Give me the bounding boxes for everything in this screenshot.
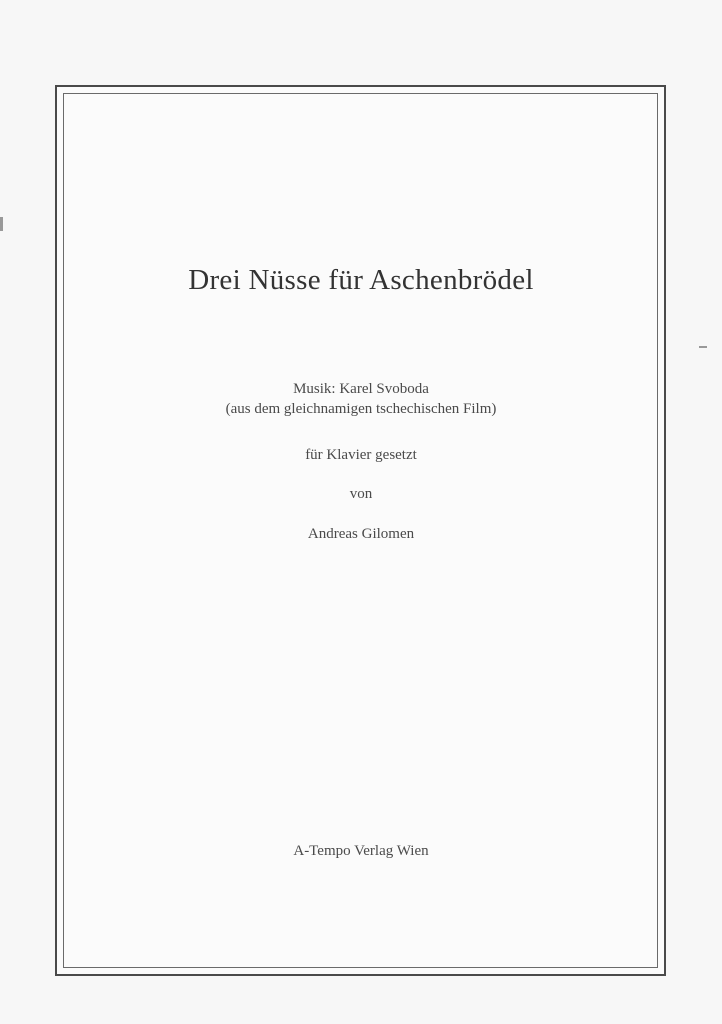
score-title: Drei Nüsse für Aschenbrödel xyxy=(188,264,534,296)
by-label: von xyxy=(349,486,373,502)
composer-credit: Musik: Karel Svoboda xyxy=(293,381,429,397)
arranger-name: Andreas Gilomen xyxy=(307,526,415,542)
arrangement-note: für Klavier gesetzt xyxy=(305,447,417,463)
source-film-note: (aus dem gleichnamigen tschechischen Film) xyxy=(225,401,497,417)
publisher-name: A-Tempo Verlag Wien xyxy=(293,843,429,859)
